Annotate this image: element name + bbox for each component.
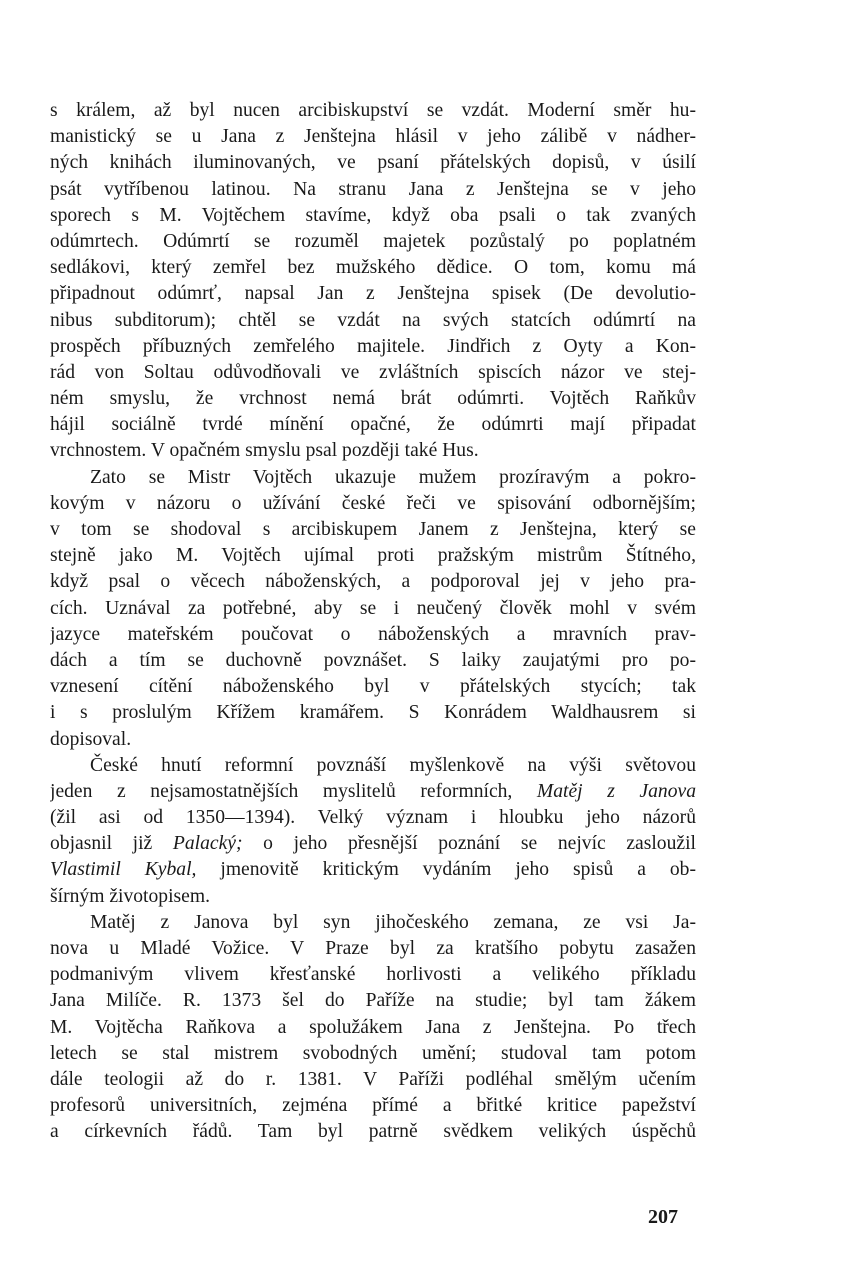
text-run: dách a tím se duchovně povznášet. S laiky zaujatými pro po-: [50, 649, 696, 671]
text-line: [50, 596, 696, 622]
italic-name: Palacký;: [172, 833, 243, 855]
text-run: podmanivým vlivem křesťanské horlivosti a velikého příkladu: [50, 964, 696, 986]
text-line: [50, 98, 696, 124]
text-line: [50, 857, 696, 883]
text-line: [50, 255, 696, 281]
text-run: v tom se shodoval s arcibiskupem Janem z Jenštejna, který se: [50, 519, 696, 540]
text-line: [50, 1067, 696, 1093]
text-line: [50, 936, 696, 962]
italic-name: Vlastimil Kybal,: [50, 859, 197, 881]
text-line: [50, 334, 696, 360]
text-run: když psal o věcech náboženských, a podporoval jej v jeho pra-: [50, 571, 696, 593]
text-run: vznesení cítění náboženského byl v přátelských stycích; tak: [50, 676, 696, 698]
text-line: [50, 308, 696, 334]
text-line: [50, 438, 696, 464]
italic-name: Matěj z Janova: [536, 780, 696, 802]
text-run: hájil sociálně tvrdé mínění opačné, že odúmrti mají připadat: [50, 414, 696, 436]
text-line: [50, 203, 696, 229]
text-line: [50, 1015, 696, 1041]
text-line: [50, 150, 696, 176]
text-line: [50, 805, 696, 831]
text-run: Jana Milíče. R. 1373 šel do Paříže na studie; byl tam žákem: [50, 990, 696, 1012]
text-run: ném smyslu, že vrchnost nemá brát odúmrti. Vojtěch Raňkův: [50, 388, 696, 410]
text-run: i s proslulým Křížem kramářem. S Konrádem Waldhausrem si: [50, 702, 696, 724]
page-number: 207: [648, 1206, 678, 1228]
text-line: [50, 386, 696, 412]
text-line: [50, 910, 696, 936]
text-run: cích. Uznával za potřebné, aby se i neučený člověk mohl v svém: [50, 597, 696, 619]
text-run: ných knihách iluminovaných, ve psaní přátelských dopisů, v úsilí: [50, 152, 696, 174]
text-line: [50, 753, 696, 779]
text-run: dopisoval.: [50, 728, 132, 750]
body-text: [50, 98, 696, 1146]
text-line: [50, 962, 696, 988]
text-line: [50, 543, 696, 569]
text-run: M. Vojtěcha Raňkova a spolužákem Jana z Jenštejna. Po třech: [50, 1016, 696, 1038]
text-run: Zato se Mistr Vojtěch ukazuje mužem prozíravým a pokro-: [90, 466, 696, 488]
text-line: [50, 229, 696, 255]
text-line: [50, 517, 696, 543]
text-run: sedlákovi, který zemřel bez mužského dědice. O tom, komu má: [50, 257, 696, 279]
text-run: psát vytříbenou latinou. Na stranu Jana z Jenštejna se v jeho: [50, 178, 696, 200]
text-run: sporech s M. Vojtěchem stavíme, když oba psali o tak zvaných: [50, 204, 696, 226]
text-run: šírným životopisem.: [50, 885, 211, 907]
text-line: [50, 779, 696, 805]
text-run: stejně jako M. Vojtěch ujímal proti pražským mistrům Štítného,: [50, 545, 696, 567]
text-line: [50, 831, 696, 857]
text-line: [50, 700, 696, 726]
text-line: [50, 884, 696, 910]
text-run: manistický se u Jana z Jenštejna hlásil v jeho zálibě v nádher-: [50, 126, 696, 148]
text-run: letech se stal mistrem svobodných umění; studoval tam potom: [50, 1042, 696, 1064]
text-run: vrchnostem. V opačném smyslu psal později také Hus.: [50, 440, 479, 462]
text-run: odúmrtech. Odúmrtí se rozuměl majetek pozůstalý po poplatném: [50, 230, 696, 252]
text-line: [50, 465, 696, 491]
text-run: jazyce mateřském poučovat o náboženských a mravních prav-: [50, 623, 696, 645]
text-line: [50, 281, 696, 307]
text-line: [50, 569, 696, 595]
text-line: [50, 674, 696, 700]
text-run: připadnout odúmrť, napsal Jan z Jenštejna spisek (De devolutio-: [50, 283, 696, 305]
text-run: o jeho přesnější poznání se nejvíc zasloužil: [242, 833, 696, 855]
text-line: [50, 727, 696, 753]
text-run: prospěch příbuzných zemřelého majitele. Jindřich z Oyty a Kon-: [50, 335, 696, 357]
text-line: [50, 988, 696, 1014]
text-run: a církevních řádů. Tam byl patrně svědkem velikých úspěchů: [50, 1121, 696, 1143]
text-line: [50, 491, 696, 517]
text-run: s králem, až byl nucen arcibiskupství se vzdát. Moderní směr hu-: [50, 100, 696, 121]
text-line: [50, 1119, 696, 1145]
text-line: [50, 412, 696, 438]
text-run: jeden z nejsamostatnějších myslitelů reformních,: [50, 780, 537, 802]
text-line: [50, 622, 696, 648]
text-run: jmenovitě kritickým vydáním jeho spisů a ob-: [196, 859, 696, 881]
text-run: (žil asi od 1350—1394). Velký význam i hloubku jeho názorů: [50, 807, 696, 829]
text-run: profesorů universitních, zejména přímé a břitké kritice papežství: [50, 1095, 696, 1117]
text-run: nova u Mladé Vožice. V Praze byl za kratšího pobytu zasažen: [50, 938, 696, 959]
text-run: Matěj z Janova byl syn jihočeského zemana, ze vsi Ja-: [90, 911, 696, 933]
text-line: [50, 1093, 696, 1119]
text-run: dále teologii až do r. 1381. V Paříži podléhal smělým učením: [50, 1068, 696, 1090]
text-line: [50, 1041, 696, 1067]
text-line: [50, 648, 696, 674]
text-line: [50, 360, 696, 386]
text-run: rád von Soltau odůvodňovali ve zvláštních spiscích názor ve stej-: [50, 361, 696, 383]
text-run: kovým v názoru o užívání české řeči ve spisování odbornějším;: [50, 492, 696, 514]
text-line: [50, 124, 696, 150]
text-run: objasnil již: [50, 833, 173, 855]
text-run: nibus subditorum); chtěl se vzdát na svých statcích odúmrtí na: [50, 309, 696, 331]
text-line: [50, 177, 696, 203]
text-run: České hnutí reformní povznáší myšlenkově na výši světovou: [90, 754, 696, 776]
